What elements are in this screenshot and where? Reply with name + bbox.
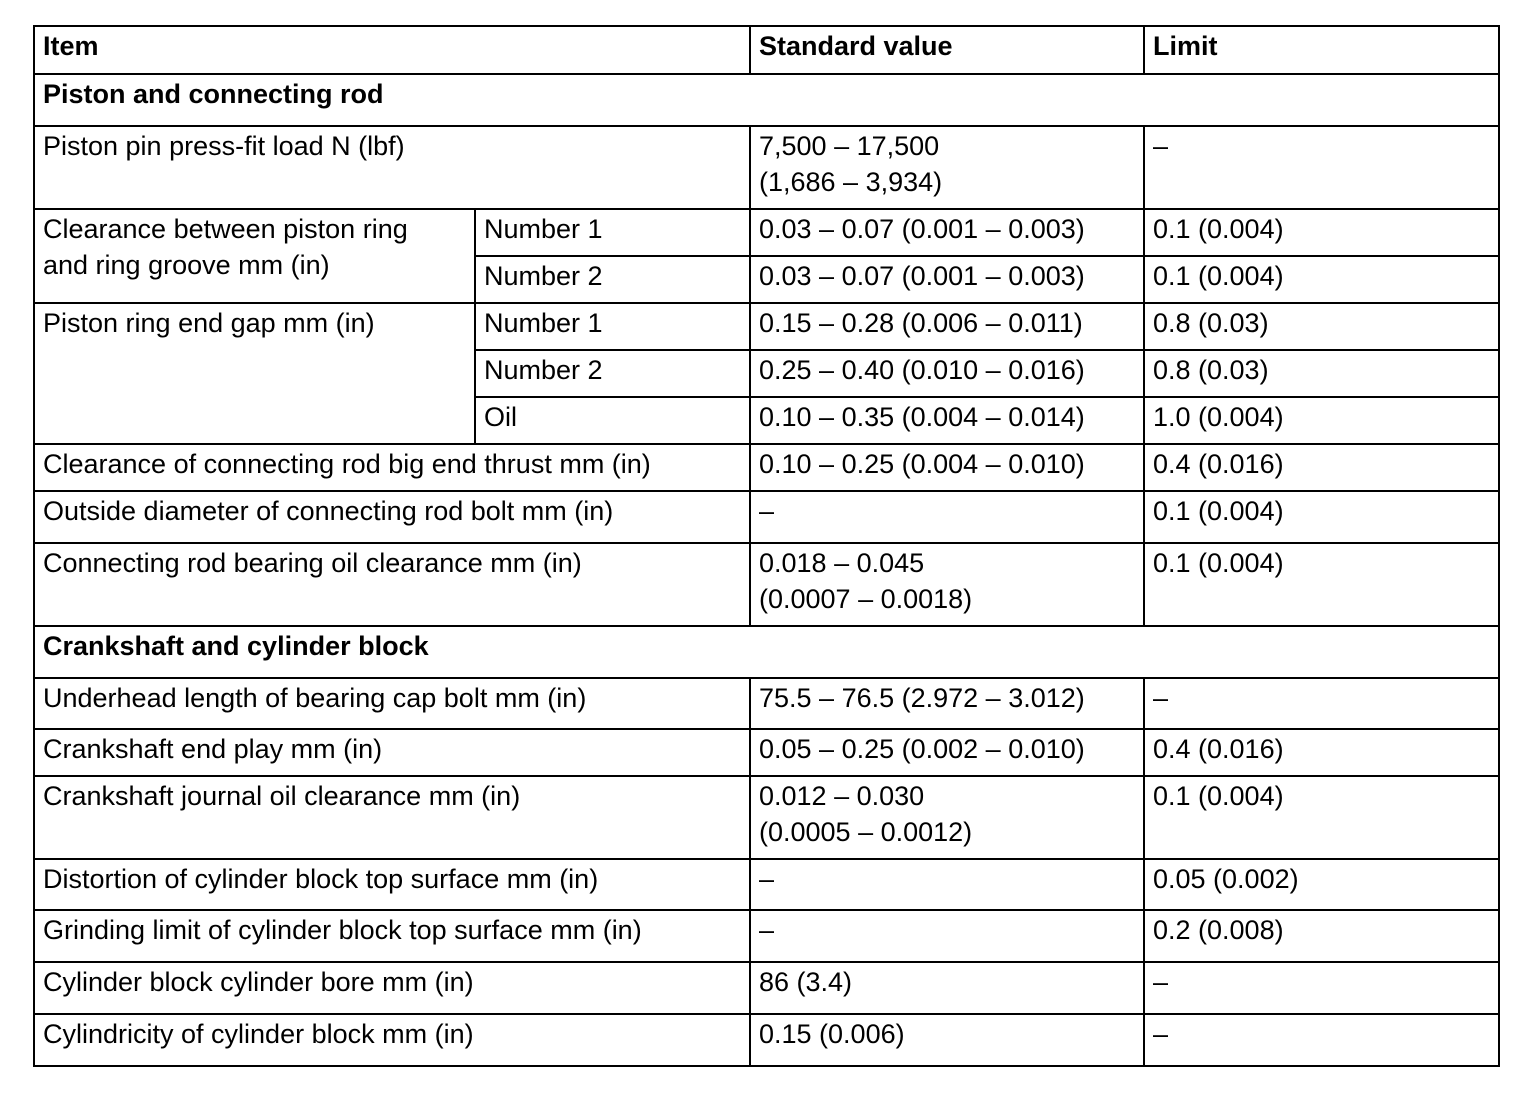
limit-cell: – [1144,1014,1499,1066]
item-cell: Cylindricity of cylinder block mm (in) [34,1014,750,1066]
standard-value-cell: 0.03 – 0.07 (0.001 – 0.003) [750,256,1144,303]
table-row [34,678,1499,729]
item-cell: Piston ring end gap mm (in) [34,303,475,444]
standard-value-cell: 0.10 – 0.25 (0.004 – 0.010) [750,444,1144,491]
standard-value-cell: 0.25 – 0.40 (0.010 – 0.016) [750,350,1144,397]
sub-item-cell: Number 1 [475,209,750,256]
header-standard-value: Standard value [750,26,1144,74]
limit-cell: 0.8 (0.03) [1144,350,1499,397]
standard-value-cell: 0.15 – 0.28 (0.006 – 0.011) [750,303,1144,350]
table-row [34,444,1499,491]
limit-cell: 1.0 (0.004) [1144,397,1499,444]
item-cell: Crankshaft journal oil clearance mm (in) [34,776,750,859]
header-item: Item [34,26,750,74]
item-cell: Cylinder block cylinder bore mm (in) [34,962,750,1014]
section-title-piston: Piston and connecting rod [34,74,1499,126]
limit-cell: 0.4 (0.016) [1144,444,1499,491]
item-cell: Clearance of connecting rod big end thrust mm (in) [34,444,750,491]
standard-value-cell: 0.05 – 0.25 (0.002 – 0.010) [750,729,1144,776]
table-row [34,910,1499,962]
limit-cell: – [1144,126,1499,209]
header-row [34,26,1499,74]
item-line: Clearance between piston ring [43,214,408,244]
table-row [34,1014,1499,1066]
standard-value-line: 7,500 – 17,500 [759,131,940,161]
table-row [34,303,1499,350]
standard-value-cell: – [750,491,1144,543]
limit-cell: 0.1 (0.004) [1144,256,1499,303]
standard-value-line: (1,686 – 3,934) [759,167,943,197]
standard-value-cell: – [750,910,1144,962]
standard-value-cell [750,126,1144,209]
item-cell: Grinding limit of cylinder block top surface mm (in) [34,910,750,962]
table-row [34,729,1499,776]
limit-cell: – [1144,962,1499,1014]
item-cell [34,209,475,303]
limit-cell: – [1144,678,1499,729]
table-row [34,859,1499,910]
item-cell: Piston pin press-fit load N (lbf) [34,126,750,209]
standard-value-cell: 86 (3.4) [750,962,1144,1014]
table-row [34,209,1499,256]
table-row [34,776,1499,859]
standard-value-line: 0.012 – 0.030 [759,781,925,811]
item-cell: Connecting rod bearing oil clearance mm (in) [34,543,750,626]
item-cell: Distortion of cylinder block top surface mm (in) [34,859,750,910]
table-row [34,962,1499,1014]
header-limit: Limit [1144,26,1499,74]
standard-value-line: (0.0005 – 0.0012) [759,817,973,847]
section-row-crankshaft [34,626,1499,678]
standard-value-cell [750,543,1144,626]
limit-cell: 0.1 (0.004) [1144,776,1499,859]
standard-value-cell: 0.15 (0.006) [750,1014,1144,1066]
standard-value-line: 0.018 – 0.045 [759,548,925,578]
standard-value-line: (0.0007 – 0.0018) [759,584,973,614]
sub-item-cell: Number 2 [475,350,750,397]
limit-cell: 0.2 (0.008) [1144,910,1499,962]
item-cell: Crankshaft end play mm (in) [34,729,750,776]
item-cell: Underhead length of bearing cap bolt mm (in) [34,678,750,729]
standard-value-cell: 75.5 – 76.5 (2.972 – 3.012) [750,678,1144,729]
item-cell: Outside diameter of connecting rod bolt mm (in) [34,491,750,543]
section-title-crankshaft: Crankshaft and cylinder block [34,626,1499,678]
limit-cell: 0.05 (0.002) [1144,859,1499,910]
standard-value-cell: 0.03 – 0.07 (0.001 – 0.003) [750,209,1144,256]
specification-table [33,25,1500,1067]
limit-cell: 0.1 (0.004) [1144,491,1499,543]
standard-value-cell [750,776,1144,859]
section-row-piston [34,74,1499,126]
table-row [34,126,1499,209]
sub-item-cell: Number 1 [475,303,750,350]
sub-item-cell: Number 2 [475,256,750,303]
sub-item-cell: Oil [475,397,750,444]
limit-cell: 0.1 (0.004) [1144,209,1499,256]
standard-value-cell: 0.10 – 0.35 (0.004 – 0.014) [750,397,1144,444]
table-row [34,543,1499,626]
limit-cell: 0.1 (0.004) [1144,543,1499,626]
limit-cell: 0.4 (0.016) [1144,729,1499,776]
standard-value-cell: – [750,859,1144,910]
table-row [34,491,1499,543]
limit-cell: 0.8 (0.03) [1144,303,1499,350]
item-line: and ring groove mm (in) [43,250,330,280]
